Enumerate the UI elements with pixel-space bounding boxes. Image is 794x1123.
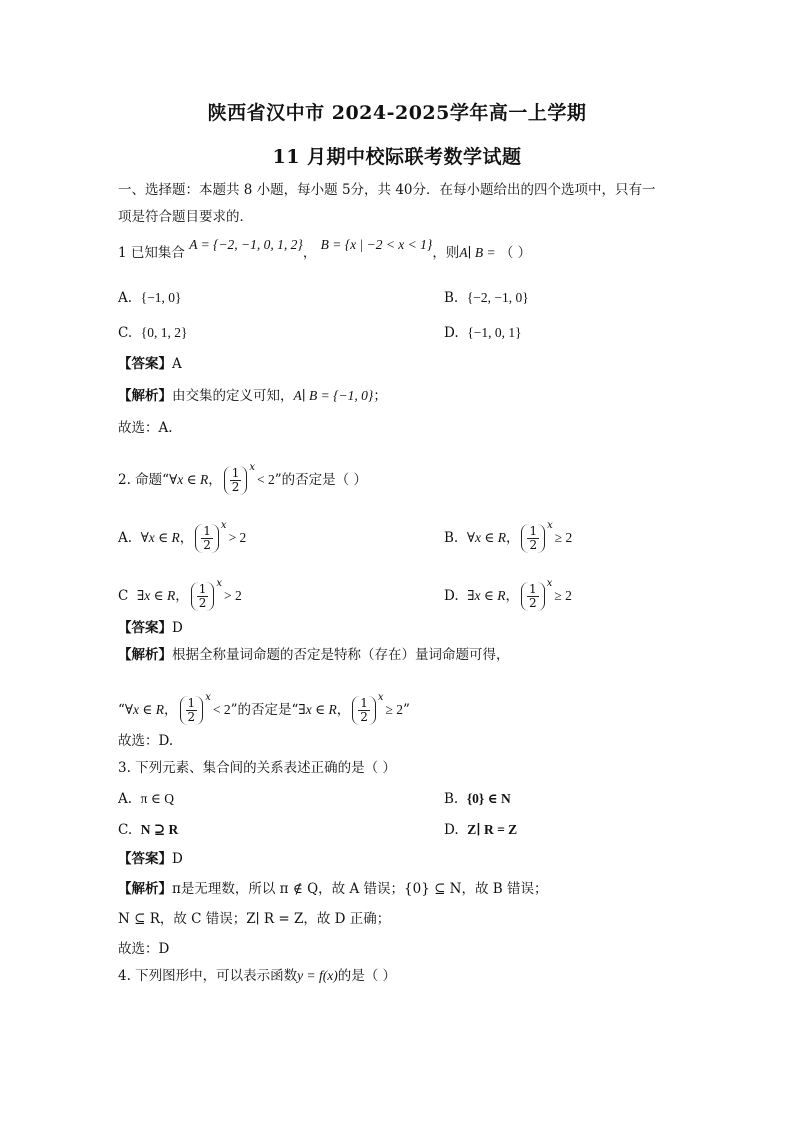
set-a-definition: A = {−2, −1, 0, 1, 2}	[189, 237, 303, 252]
set-b-definition: B = {x | −2 < x < 1}	[320, 237, 433, 252]
question-4-stem: 4. 下列图形中，可以表示函数y = f(x)的是（ ）	[118, 968, 397, 984]
question-3-option-c: C. N ⊇ R	[118, 822, 179, 838]
question-2-option-c: C ∃x ∈ R， $\frac{1}{2}$ $^x$> 2	[118, 578, 242, 610]
question-1-option-c: C. {0, 1, 2}	[118, 325, 188, 341]
intersection-expression: A∣ B =	[459, 245, 496, 260]
question-2-option-d: D. ∃x ∈ R， $\frac{1}{2}$ $^x$≥ 2	[444, 578, 572, 610]
question-2-answer: 【答案】D	[118, 620, 183, 636]
fraction-one-half: $\frac{1}{2}$	[191, 582, 215, 611]
question-2-analysis: 【解析】根据全称量词命题的否定是特称（存在）量词命题可得，	[118, 647, 510, 663]
question-3-option-d: D. Z∣ R = Z	[444, 822, 518, 838]
separator: ，则	[432, 245, 460, 261]
fraction-one-half: $\frac{1}{2}$	[180, 696, 204, 725]
question-2-stem: 2. 命题“∀x ∈ R， $\frac{1}{2}$ $^x$< 2”的否定是（ ）	[118, 462, 367, 494]
question-3-analysis: 【解析】π是无理数，所以 π ∉ Q，故 A 错误；{0} ⊆ N，故 B 错误；	[118, 881, 548, 897]
page-title-line-2: 11 月期中校际联考数学试题	[272, 146, 522, 168]
separator: ，	[302, 245, 317, 261]
question-1-option-a: A. {−1, 0}	[118, 290, 182, 306]
page-title-line-1: 陕西省汉中市 2024-2025学年高一上学期	[207, 102, 587, 124]
question-3-option-b: B. {0} ∈ N	[444, 791, 511, 807]
fraction-one-half: $\frac{1}{2}$	[224, 466, 248, 495]
question-2-option-b: B. ∀x ∈ R， $\frac{1}{2}$ $^x$≥ 2	[444, 520, 573, 552]
question-2-option-a: A. ∀x ∈ R， $\frac{1}{2}$ $^x$> 2	[118, 520, 247, 552]
question-1-analysis: 【解析】由交集的定义可知，A∣ B = {−1, 0}；	[118, 388, 387, 404]
section-header-line-1: 一、选择题：本题共 8 小题，每小题 5分，共 40分．在每小题给出的四个选项中，只有一	[118, 182, 656, 198]
question-1-prefix: 1 已知集合	[118, 245, 185, 261]
fraction-one-half: $\frac{1}{2}$	[521, 524, 545, 553]
fraction-one-half: $\frac{1}{2}$	[521, 582, 545, 611]
question-2-choice: 故选：D.	[118, 733, 174, 749]
question-1-stem	[118, 237, 532, 263]
question-3-choice: 故选：D	[118, 941, 170, 957]
question-1-choice: 故选：A.	[118, 420, 173, 436]
question-1-option-b: B. {−2, −1, 0}	[444, 290, 529, 306]
question-3-option-a: A. π ∈ Q	[118, 791, 174, 807]
section-header-line-2: 项是符合题目要求的．	[118, 209, 253, 225]
question-3-analysis-line-2: N ⊆ R，故 C 错误；Z∣ R = Z，故 D 正确；	[118, 911, 391, 927]
answer-blank: （ ）	[499, 245, 532, 261]
question-3-stem: 3. 下列元素、集合间的关系表述正确的是（ ）	[118, 760, 396, 776]
question-3-answer: 【答案】D	[118, 851, 183, 867]
fraction-one-half: $\frac{1}{2}$	[352, 696, 376, 725]
question-2-analysis-line-2: “∀x ∈ R， $\frac{1}{2}$ $^x$< 2”的否定是“∃x ∈ R， $\frac{1}{2}$ $^x$≥ 2”	[118, 692, 410, 724]
question-1-answer: 【答案】A	[118, 356, 182, 372]
question-1-option-d: D. {−1, 0, 1}	[444, 325, 522, 341]
fraction-one-half: $\frac{1}{2}$	[195, 524, 219, 553]
